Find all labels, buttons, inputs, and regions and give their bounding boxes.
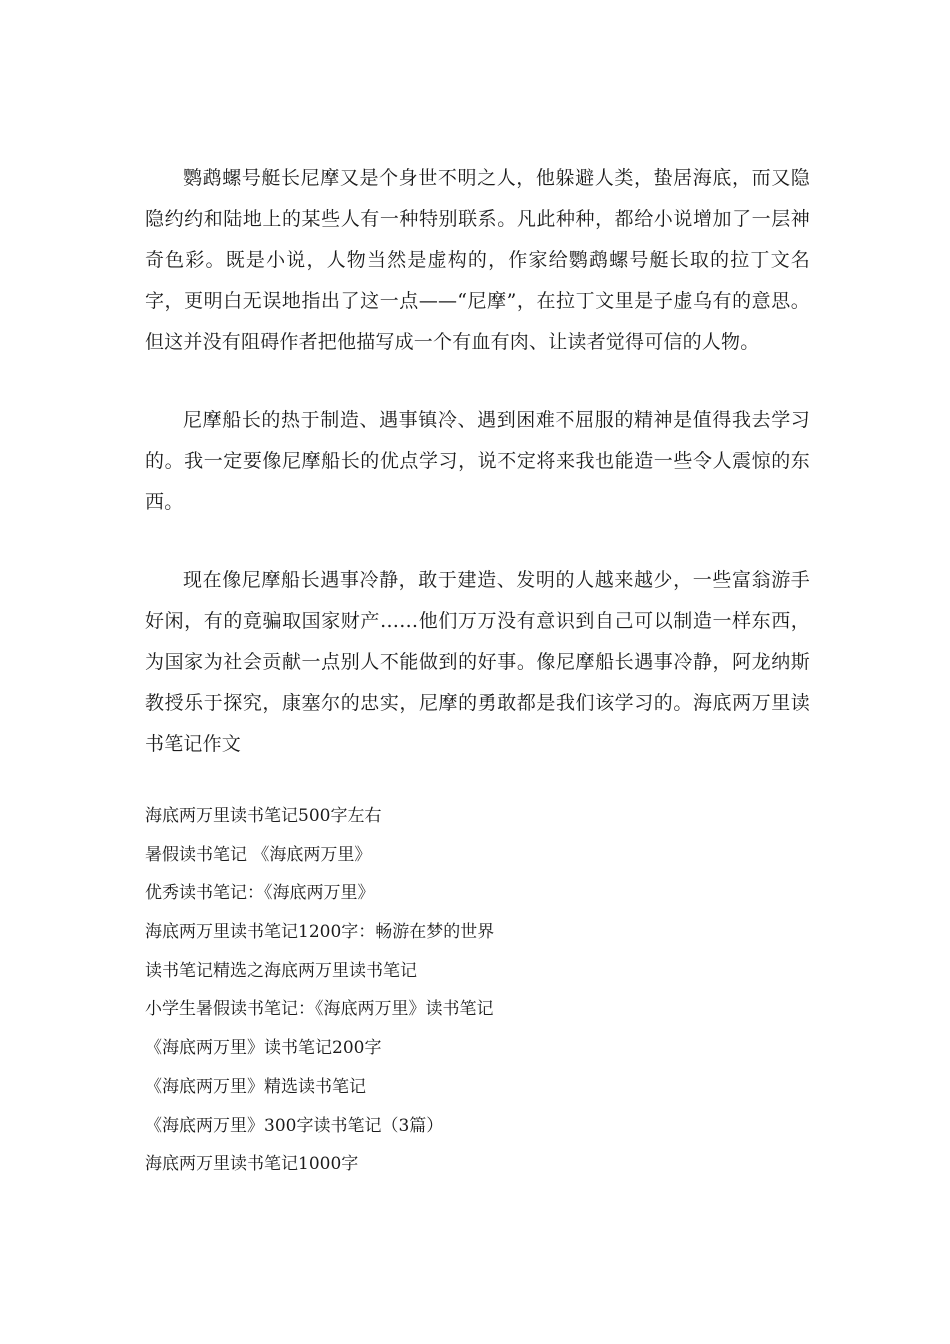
related-link-item[interactable]: [145, 806, 810, 845]
related-link-item[interactable]: [145, 922, 810, 961]
related-link-3[interactable]: 优秀读书笔记：《海底两万里》: [145, 883, 375, 904]
related-link-10[interactable]: 海底两万里读书笔记1000字: [145, 1154, 359, 1175]
related-link-6[interactable]: 小学生暑假读书笔记：《海底两万里》读书笔记: [145, 999, 494, 1020]
related-links-list: [145, 806, 810, 1193]
related-link-8[interactable]: 《海底两万里》精选读书笔记: [145, 1076, 366, 1097]
related-link-2[interactable]: 暑假读书笔记 《海底两万里》: [145, 844, 372, 865]
related-link-item[interactable]: [145, 999, 810, 1038]
paragraph-2: 尼摩船长的热于制造、遇事镇冷、遇到困难不屈服的精神是值得我去学习的。我一定要像尼摩船长的优点学习，说不定将来我也能造一些令人震惊的东西。: [145, 409, 810, 513]
related-link-1[interactable]: 海底两万里读书笔记500字左右: [145, 806, 382, 826]
related-link-item[interactable]: [145, 1077, 810, 1116]
related-link-9[interactable]: 《海底两万里》300字读书笔记（3篇）: [145, 1115, 444, 1136]
related-link-4[interactable]: 海底两万里读书笔记1200字：畅游在梦的世界: [145, 922, 495, 943]
related-link-item[interactable]: [145, 961, 810, 1000]
related-link-7[interactable]: 《海底两万里》读书笔记200字: [145, 1038, 382, 1059]
related-link-item[interactable]: [145, 845, 810, 884]
paragraph-3: 现在像尼摩船长遇事冷静，敢于建造、发明的人越来越少，一些富翁游手好闲，有的竟骗取国家财产……他们万万没有意识到自己可以制造一样东西，为国家为社会贡献一点别人不能做到的好事。像尼摩船长遇事冷静，阿龙纳斯教授乐于探究，康塞尔的忠实，尼摩的勇敢都是我们该学习的。海底两万里读书笔记作文: [145, 569, 810, 755]
related-link-item[interactable]: [145, 883, 810, 922]
paragraph-1: 鹦鹉螺号艇长尼摩又是个身世不明之人，他躲避人类，蛰居海底，而又隐隐约约和陆地上的某些人有一种特别联系。凡此种种，都给小说增加了一层神奇色彩。既是小说，人物当然是虚构的，作家给鹦鹉螺号艇长取的拉丁文名字，更明白无误地指出了这一点——“尼摩”，在拉丁文里是子虚乌有的意思。但这并没有阻碍作者把他描写成一个有血有肉、让读者觉得可信的人物。: [145, 167, 810, 353]
document-body: [145, 158, 810, 1193]
related-link-item[interactable]: [145, 1154, 810, 1193]
related-link-item[interactable]: [145, 1116, 810, 1155]
related-link-5[interactable]: 读书笔记精选之海底两万里读书笔记: [145, 960, 417, 981]
related-link-item[interactable]: [145, 1038, 810, 1077]
